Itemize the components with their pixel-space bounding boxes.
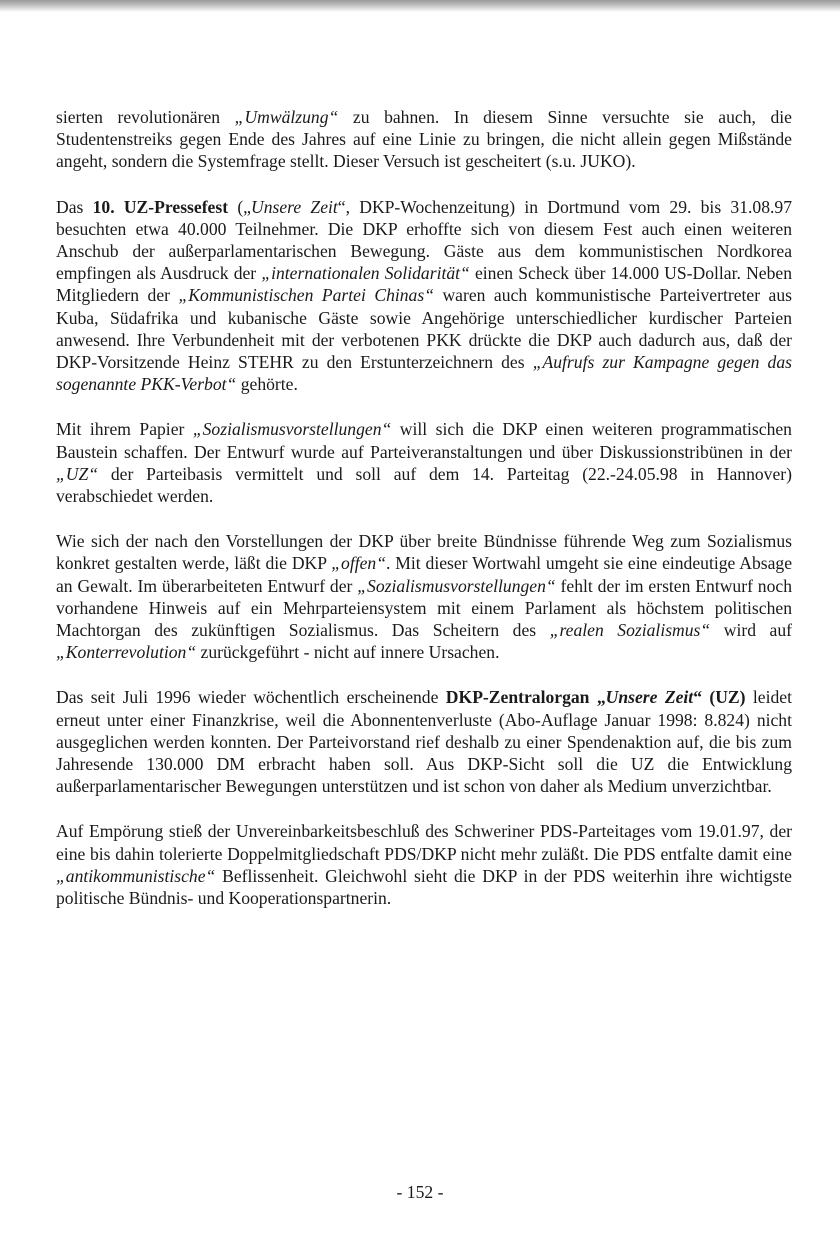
- text-run: “, DKP-Wochenzeitung) in Dortmund vom 29. bis 31.08.97 besuchten etwa 40.000 Teilnehmer. Die DKP erhoffte sich von diesem Fest auch einen weiteren Anschub der außerparlamentarischen Bewegung. Gäste aus dem kommunistischen Nordkorea empfingen als Ausdruck der: [56, 196, 792, 284]
- scan-top-edge: [0, 0, 840, 12]
- emphasis-text: DKP-Zentralorgan „: [445, 687, 606, 708]
- text-run: Das seit Juli 1996 wieder wöchentlich erscheinende: [56, 687, 446, 708]
- emphasis-text: „Kommunistischen Partei Chinas“: [178, 285, 434, 306]
- paragraph: [56, 196, 792, 396]
- text-run: Wie sich der nach den Vorstellungen der DKP über breite Bündnisse führende Weg zum Sozialismus konkret gestalten werde, läßt die DKP: [56, 531, 792, 574]
- emphasis-text: „Konterrevolution“: [56, 642, 197, 663]
- emphasis-text: „Sozialismusvorstellungen“: [357, 575, 556, 596]
- emphasis-text: „Umwälzung“: [234, 107, 339, 127]
- document-body: [56, 106, 792, 932]
- text-run: leidet erneut unter einer Finanzkrise, weil die Abonnentenverluste (Abo-Auflage Januar 1998: 8.824) nicht ausgeglichen werden konnten. Der Parteivorstand rief deshalb zu einer Spendenaktion auf, die bis zum Jahresende 130.000 DM erbracht haben soll. Aus DKP-Sicht soll die UZ die Entwicklung außerparlamentarischer Bewegungen unterstützen und ist schon von daher als Medium unverzichtbar.: [56, 687, 792, 797]
- text-run: Auf Empörung stieß der Unvereinbarkeitsbeschluß des Schweriner PDS-Parteitages vom 19.01.97, der eine bis dahin tolerierte Doppelmitgliedschaft PDS/DKP nicht mehr zuläßt. Die PDS entfalte damit eine: [56, 821, 792, 864]
- emphasis-text: „Sozialismusvorstellungen“: [192, 419, 392, 440]
- text-run: sierten revolutionären: [56, 107, 235, 127]
- emphasis-text: „internationalen Solidarität“: [261, 263, 470, 284]
- emphasis-text: „UZ“: [56, 463, 99, 484]
- emphasis-text: „antikommunistische“: [56, 865, 216, 886]
- text-run: Mit ihrem Papier: [56, 419, 193, 440]
- emphasis-text: „realen Sozialismus“: [549, 620, 711, 641]
- paragraph: [56, 530, 792, 663]
- text-run: Beflissenheit. Gleichwohl sieht die DKP in der PDS weiterhin ihre wichtigste politische Bündnis- und Kooperationspartnerin.: [56, 865, 792, 909]
- text-run: Das: [56, 196, 93, 217]
- text-run: waren auch kommunistische Parteivertreter aus Kuba, Südafrika und kubanische Gäste sowie Angehörige unterschiedlicher kurdischer Parteien anwesend. Ihre Verbundenheit mit der verbotenen PKK drückte die DKP auch dadurch aus, daß der DKP-Vorsitzende Heinz STEHR zu den Erstunterzeichnern des: [56, 285, 792, 373]
- emphasis-text: “ (UZ): [693, 687, 746, 708]
- paragraph: [56, 418, 792, 507]
- text-run: gehörte.: [236, 374, 298, 395]
- text-run: fehlt der im ersten Entwurf noch vorhandene Hinweis auf ein Mehrparteiensystem mit einem Parlament als höchstem politischen Machtorgan des zukünftigen Sozialismus. Das Scheitern des: [56, 575, 792, 641]
- emphasis-text: Unsere Zeit: [251, 196, 338, 217]
- text-run: zu bahnen. In diesem Sinne versuchte sie auch, die Studentenstreiks gegen Ende des Jahres auf eine Linie zu bringen, die nicht allein gegen Mißstände angeht, sondern die Systemfrage stellt. Dieser Versuch ist gescheitert (s.u. JUKO).: [56, 107, 792, 172]
- paragraph: [56, 106, 792, 173]
- text-run: zurückgeführt - nicht auf innere Ursachen.: [196, 642, 500, 663]
- page-number: - 152 -: [396, 1182, 444, 1202]
- paragraph: [56, 686, 792, 797]
- emphasis-text: 10. UZ-Pressefest: [92, 196, 229, 217]
- paragraph: [56, 820, 792, 909]
- text-run: wird auf: [710, 620, 793, 641]
- emphasis-text: „Aufrufs zur Kampagne gegen das sogenannte PKK-Verbot“: [56, 352, 792, 395]
- emphasis-text: Unsere Zeit: [605, 687, 694, 708]
- emphasis-text: „offen“: [331, 553, 386, 574]
- text-run: will sich die DKP einen weiteren programmatischen Baustein schaffen. Der Entwurf wurde auf Parteiveranstaltungen und über Diskussionstribünen in der: [56, 419, 792, 462]
- text-run: einen Scheck über 14.000 US-Dollar. Neben Mitgliedern der: [56, 263, 792, 306]
- text-run: der Parteibasis vermittelt und soll auf dem 14. Parteitag (22.-24.05.98 in Hannover) verabschiedet werden.: [56, 463, 792, 507]
- text-run: . Mit dieser Wortwahl umgeht sie eine eindeutige Absage an Gewalt. Im überarbeiteten Entwurf der: [56, 553, 792, 596]
- text-run: („: [228, 196, 251, 217]
